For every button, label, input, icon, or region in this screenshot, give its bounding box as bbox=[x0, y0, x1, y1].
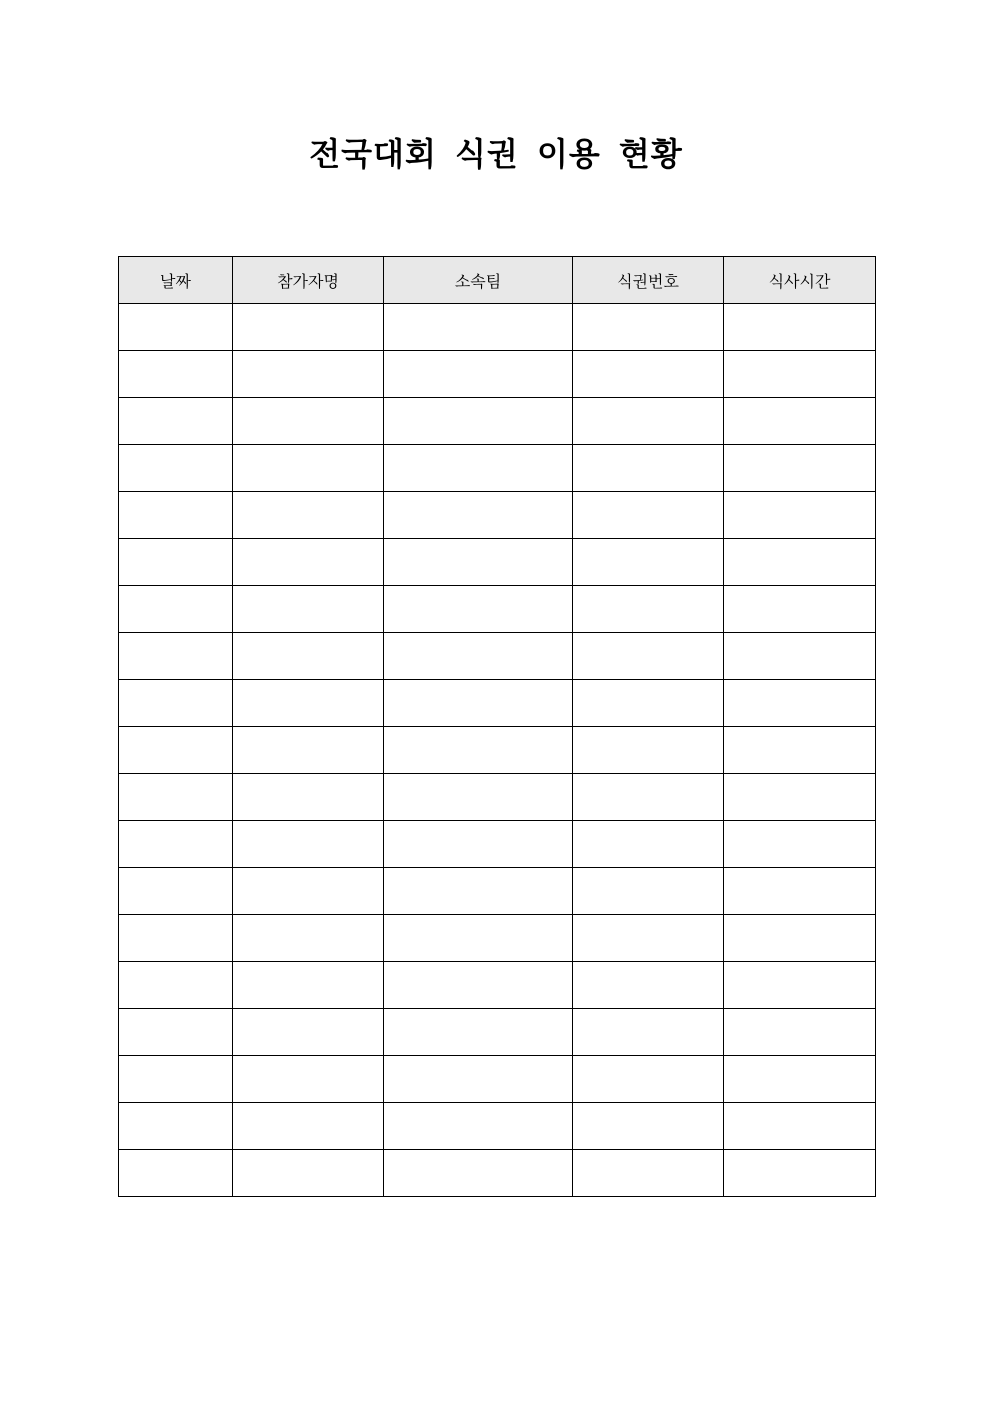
cell-team[interactable] bbox=[384, 1150, 573, 1197]
cell-team[interactable] bbox=[384, 774, 573, 821]
cell-participant-name[interactable] bbox=[233, 821, 384, 868]
cell-participant-name[interactable] bbox=[233, 915, 384, 962]
cell-ticket-number[interactable] bbox=[573, 398, 724, 445]
cell-ticket-number[interactable] bbox=[573, 1103, 724, 1150]
cell-participant-name[interactable] bbox=[233, 539, 384, 586]
cell-participant-name[interactable] bbox=[233, 868, 384, 915]
cell-team[interactable] bbox=[384, 1103, 573, 1150]
cell-participant-name[interactable] bbox=[233, 351, 384, 398]
cell-participant-name[interactable] bbox=[233, 492, 384, 539]
header-ticket-number: 식권번호 bbox=[573, 257, 724, 304]
cell-team[interactable] bbox=[384, 962, 573, 1009]
header-date: 날짜 bbox=[119, 257, 233, 304]
cell-team[interactable] bbox=[384, 398, 573, 445]
cell-participant-name[interactable] bbox=[233, 398, 384, 445]
cell-team[interactable] bbox=[384, 680, 573, 727]
cell-date[interactable] bbox=[119, 868, 233, 915]
cell-team[interactable] bbox=[384, 1056, 573, 1103]
cell-meal-time[interactable] bbox=[724, 539, 876, 586]
cell-meal-time[interactable] bbox=[724, 1009, 876, 1056]
cell-ticket-number[interactable] bbox=[573, 492, 724, 539]
table-row bbox=[119, 445, 876, 492]
cell-date[interactable] bbox=[119, 445, 233, 492]
cell-meal-time[interactable] bbox=[724, 633, 876, 680]
cell-team[interactable] bbox=[384, 445, 573, 492]
cell-meal-time[interactable] bbox=[724, 1056, 876, 1103]
cell-participant-name[interactable] bbox=[233, 304, 384, 351]
table-header-row bbox=[119, 257, 876, 304]
cell-ticket-number[interactable] bbox=[573, 774, 724, 821]
cell-team[interactable] bbox=[384, 1009, 573, 1056]
meal-ticket-usage-table bbox=[118, 256, 876, 1197]
cell-date[interactable] bbox=[119, 727, 233, 774]
cell-date[interactable] bbox=[119, 633, 233, 680]
table-row bbox=[119, 1009, 876, 1056]
cell-participant-name[interactable] bbox=[233, 633, 384, 680]
cell-meal-time[interactable] bbox=[724, 445, 876, 492]
cell-team[interactable] bbox=[384, 633, 573, 680]
cell-meal-time[interactable] bbox=[724, 680, 876, 727]
cell-ticket-number[interactable] bbox=[573, 633, 724, 680]
cell-ticket-number[interactable] bbox=[573, 868, 724, 915]
cell-meal-time[interactable] bbox=[724, 398, 876, 445]
cell-date[interactable] bbox=[119, 1150, 233, 1197]
table-row bbox=[119, 774, 876, 821]
cell-participant-name[interactable] bbox=[233, 680, 384, 727]
table-row bbox=[119, 868, 876, 915]
table-row bbox=[119, 633, 876, 680]
cell-team[interactable] bbox=[384, 304, 573, 351]
cell-meal-time[interactable] bbox=[724, 727, 876, 774]
table-row bbox=[119, 398, 876, 445]
cell-date[interactable] bbox=[119, 680, 233, 727]
cell-meal-time[interactable] bbox=[724, 1150, 876, 1197]
cell-ticket-number[interactable] bbox=[573, 445, 724, 492]
cell-team[interactable] bbox=[384, 492, 573, 539]
header-team: 소속팀 bbox=[384, 257, 573, 304]
cell-team[interactable] bbox=[384, 727, 573, 774]
cell-participant-name[interactable] bbox=[233, 774, 384, 821]
cell-meal-time[interactable] bbox=[724, 821, 876, 868]
cell-ticket-number[interactable] bbox=[573, 821, 724, 868]
cell-ticket-number[interactable] bbox=[573, 304, 724, 351]
cell-team[interactable] bbox=[384, 586, 573, 633]
cell-ticket-number[interactable] bbox=[573, 586, 724, 633]
cell-participant-name[interactable] bbox=[233, 445, 384, 492]
cell-date[interactable] bbox=[119, 539, 233, 586]
table-row bbox=[119, 539, 876, 586]
cell-date[interactable] bbox=[119, 492, 233, 539]
cell-ticket-number[interactable] bbox=[573, 1150, 724, 1197]
table-row bbox=[119, 586, 876, 633]
table-row bbox=[119, 1103, 876, 1150]
cell-participant-name[interactable] bbox=[233, 1103, 384, 1150]
cell-participant-name[interactable] bbox=[233, 1150, 384, 1197]
cell-meal-time[interactable] bbox=[724, 1103, 876, 1150]
table-row bbox=[119, 727, 876, 774]
cell-ticket-number[interactable] bbox=[573, 915, 724, 962]
table-row bbox=[119, 915, 876, 962]
cell-date[interactable] bbox=[119, 351, 233, 398]
cell-ticket-number[interactable] bbox=[573, 727, 724, 774]
cell-team[interactable] bbox=[384, 868, 573, 915]
cell-meal-time[interactable] bbox=[724, 962, 876, 1009]
cell-date[interactable] bbox=[119, 915, 233, 962]
cell-ticket-number[interactable] bbox=[573, 1056, 724, 1103]
table-row bbox=[119, 821, 876, 868]
cell-ticket-number[interactable] bbox=[573, 351, 724, 398]
cell-meal-time[interactable] bbox=[724, 304, 876, 351]
cell-date[interactable] bbox=[119, 962, 233, 1009]
cell-team[interactable] bbox=[384, 915, 573, 962]
cell-meal-time[interactable] bbox=[724, 586, 876, 633]
cell-participant-name[interactable] bbox=[233, 727, 384, 774]
cell-meal-time[interactable] bbox=[724, 351, 876, 398]
table-row bbox=[119, 1056, 876, 1103]
table-row bbox=[119, 1150, 876, 1197]
cell-date[interactable] bbox=[119, 398, 233, 445]
cell-meal-time[interactable] bbox=[724, 915, 876, 962]
cell-date[interactable] bbox=[119, 774, 233, 821]
cell-team[interactable] bbox=[384, 539, 573, 586]
cell-ticket-number[interactable] bbox=[573, 680, 724, 727]
page-title: 전국대회 식권 이용 현황 bbox=[309, 135, 683, 173]
table-row bbox=[119, 492, 876, 539]
cell-meal-time[interactable] bbox=[724, 868, 876, 915]
cell-date[interactable] bbox=[119, 304, 233, 351]
cell-date[interactable] bbox=[119, 586, 233, 633]
header-participant-name: 참가자명 bbox=[233, 257, 384, 304]
cell-participant-name[interactable] bbox=[233, 1009, 384, 1056]
cell-ticket-number[interactable] bbox=[573, 962, 724, 1009]
cell-date[interactable] bbox=[119, 1103, 233, 1150]
cell-participant-name[interactable] bbox=[233, 586, 384, 633]
table-row bbox=[119, 962, 876, 1009]
cell-date[interactable] bbox=[119, 821, 233, 868]
table-row bbox=[119, 351, 876, 398]
cell-team[interactable] bbox=[384, 351, 573, 398]
cell-team[interactable] bbox=[384, 821, 573, 868]
cell-participant-name[interactable] bbox=[233, 1056, 384, 1103]
header-meal-time: 식사시간 bbox=[724, 257, 876, 304]
cell-date[interactable] bbox=[119, 1056, 233, 1103]
cell-meal-time[interactable] bbox=[724, 774, 876, 821]
table-row bbox=[119, 680, 876, 727]
cell-ticket-number[interactable] bbox=[573, 539, 724, 586]
cell-participant-name[interactable] bbox=[233, 962, 384, 1009]
cell-ticket-number[interactable] bbox=[573, 1009, 724, 1056]
table-body bbox=[119, 304, 876, 1197]
cell-meal-time[interactable] bbox=[724, 492, 876, 539]
cell-date[interactable] bbox=[119, 1009, 233, 1056]
table-row bbox=[119, 304, 876, 351]
